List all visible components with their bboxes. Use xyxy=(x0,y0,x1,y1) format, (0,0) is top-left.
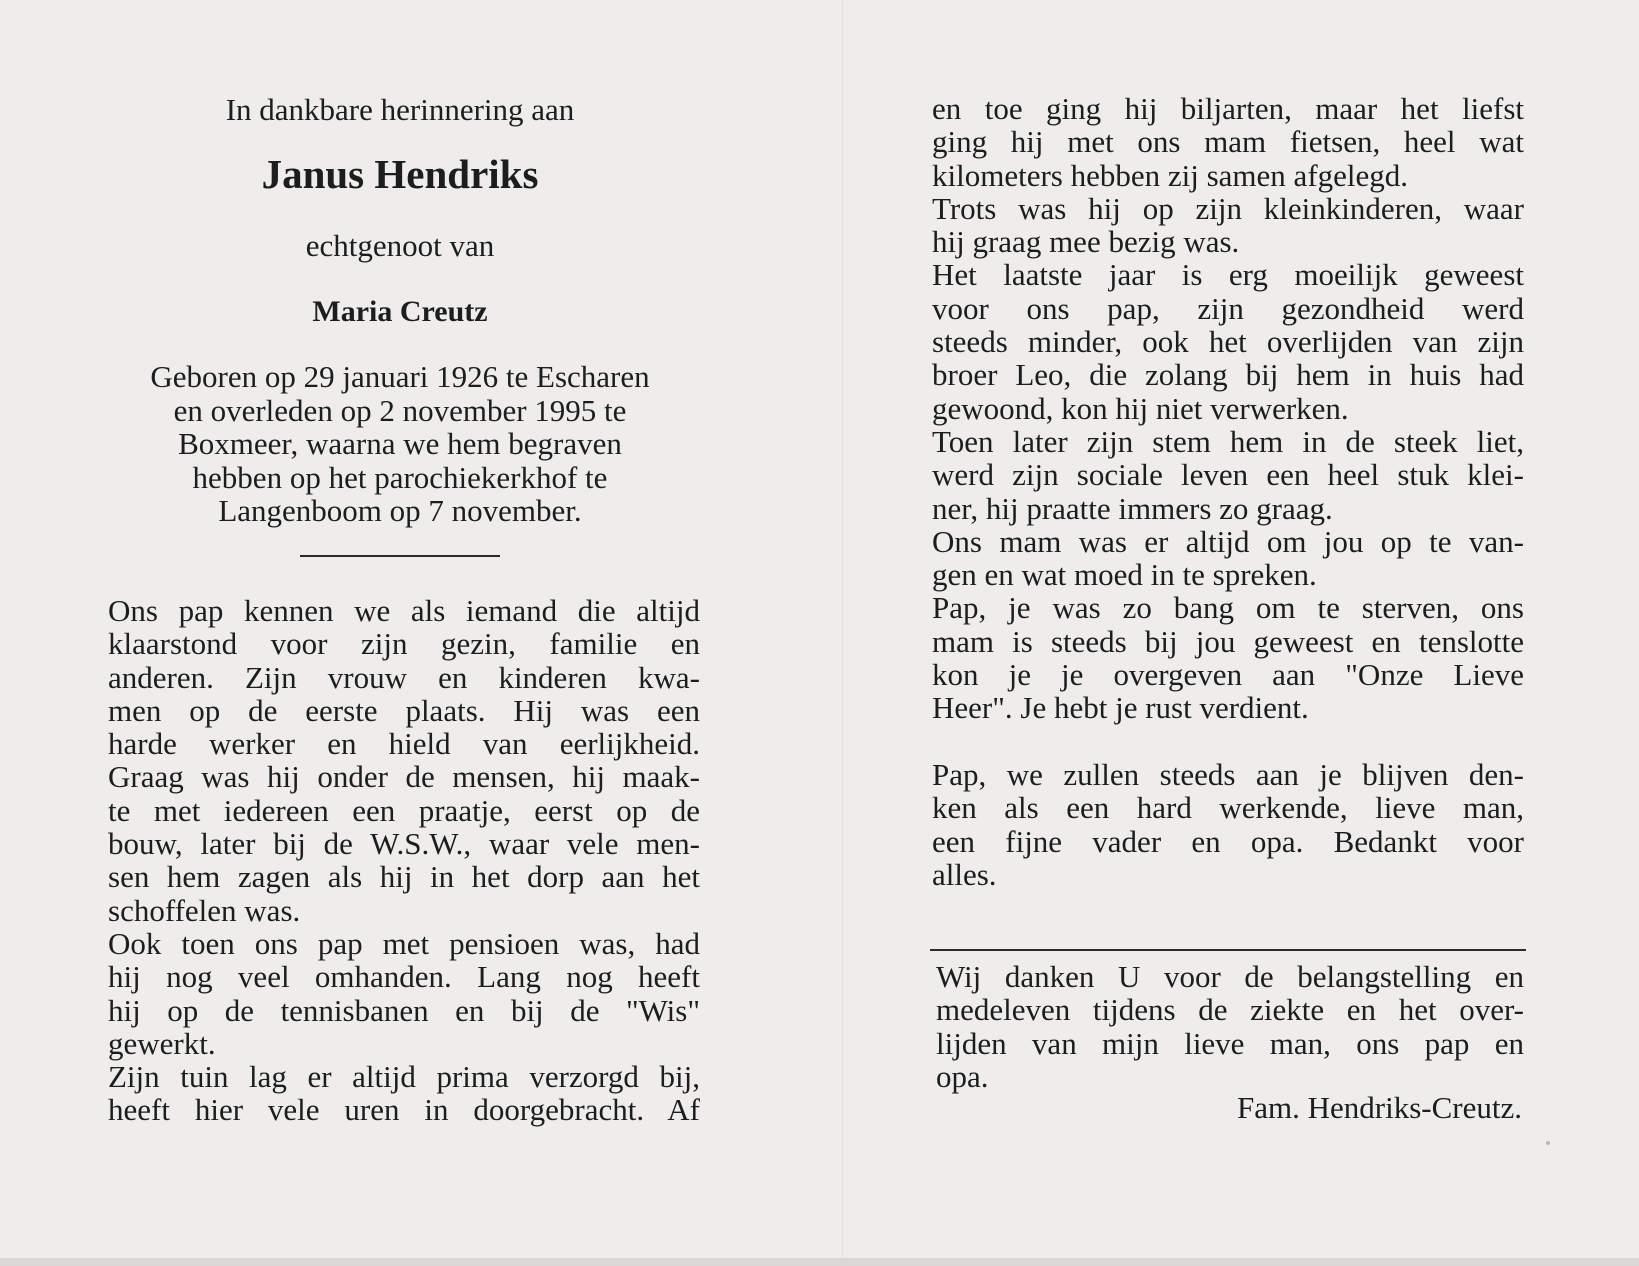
body-line: ken als een hard werkende, lieve man, xyxy=(932,790,1524,826)
body-line: hij op de tennisbanen en bij de "Wis" xyxy=(108,992,700,1028)
body-line: men op de eerste plaats. Hij was een xyxy=(108,692,700,728)
deceased-name: Janus Hendriks xyxy=(261,151,539,197)
body-line: harde werker en hield van eerlijkheid. xyxy=(108,726,700,762)
intro-text: In dankbare herinnering aan xyxy=(225,92,575,127)
body-line: hij graag mee bezig was. xyxy=(932,224,1240,260)
birth-line: hebben op het parochiekerkhof te xyxy=(192,459,608,495)
paragraph-gap xyxy=(932,725,1524,758)
birth-death-details xyxy=(100,360,700,528)
body-line: heeft hier vele uren in doorgebracht. Af xyxy=(108,1092,700,1128)
body-line: bouw, later bij de W.S.W., waar vele men- xyxy=(108,826,700,862)
card-bottom-edge xyxy=(0,1258,1639,1266)
body-line: Pap, je was zo bang om te sterven, ons xyxy=(932,590,1524,626)
body-line: Ons pap kennen we als iemand die altijd xyxy=(108,593,700,628)
body-line: een fijne vader en opa. Bedankt voor xyxy=(932,823,1524,859)
body-line: Toen later zijn stem hem in de steek liet, xyxy=(932,423,1524,459)
body-line: kon je je overgeven aan "Onze Lieve xyxy=(932,657,1524,693)
body-line: Zijn tuin lag er altijd prima verzorgd bij, xyxy=(108,1059,700,1095)
body-line: gewoond, kon hij niet verwerken. xyxy=(932,390,1349,426)
thanks-line: Wij danken U voor de belangstelling en xyxy=(936,959,1524,994)
thanks-line: opa. xyxy=(936,1058,989,1094)
body-line: gen en wat moed in te spreken. xyxy=(932,557,1317,593)
body-line: te met iedereen een praatje, eerst op de xyxy=(108,792,700,828)
thanks-line: medeleven tijdens de ziekte en het over- xyxy=(936,992,1524,1028)
body-line: klaarstond voor zijn gezin, familie en xyxy=(108,626,700,662)
body-line: ging hij met ons mam fietsen, heel wat xyxy=(932,124,1524,160)
left-body-text xyxy=(108,594,700,1127)
body-line: Trots was hij op zijn kleinkinderen, waar xyxy=(932,190,1524,226)
birth-line: Boxmeer, waarna we hem begraven xyxy=(178,426,622,461)
body-line: kilometers hebben zij samen afgelegd. xyxy=(932,157,1409,193)
section-divider xyxy=(300,555,500,557)
body-line: anderen. Zijn vrouw en kinderen kwa- xyxy=(108,659,700,695)
thanks-text xyxy=(936,960,1524,1093)
body-line: Pap, we zullen steeds aan je blijven den- xyxy=(932,756,1524,792)
body-line: hij nog veel omhanden. Lang nog heeft xyxy=(108,959,700,995)
body-line: schoffelen was. xyxy=(108,892,301,928)
family-signature: Fam. Hendriks-Creutz. xyxy=(1237,1090,1522,1125)
body-line: gewerkt. xyxy=(108,1025,216,1061)
birth-line: Geboren op 29 januari 1926 te Escharen xyxy=(150,359,650,394)
body-line: steeds minder, ook het overlijden van zijn xyxy=(932,324,1524,360)
right-body-text xyxy=(932,92,1524,891)
body-line: Ons mam was er altijd om jou op te van- xyxy=(932,523,1524,559)
body-line: en toe ging hij biljarten, maar het liefst xyxy=(932,91,1524,126)
body-line: broer Leo, die zolang bij hem in huis had xyxy=(932,357,1524,393)
card-fold xyxy=(842,0,844,1266)
body-line: Graag was hij onder de mensen, hij maak- xyxy=(108,759,700,795)
birth-line: en overleden op 2 november 1995 te xyxy=(173,392,627,428)
body-line: mam is steeds bij jou geweest en tenslotte xyxy=(932,623,1524,659)
body-line: alles. xyxy=(932,856,997,892)
birth-line: Langenboom op 7 november. xyxy=(218,493,582,528)
body-line: Heer". Je hebt je rust verdient. xyxy=(932,690,1309,726)
spouse-name: Maria Creutz xyxy=(312,295,488,328)
body-line: sen hem zagen als hij in het dorp aan het xyxy=(108,859,700,895)
body-line: ner, hij praatte immers zo graag. xyxy=(932,490,1333,526)
body-line: Ook toen ons pap met pensioen was, had xyxy=(108,925,700,961)
body-line: voor ons pap, zijn gezondheid werd xyxy=(932,290,1524,326)
body-line: werd zijn sociale leven een heel stuk klei- xyxy=(932,457,1524,493)
thanks-line: lijden van mijn lieve man, ons pap en xyxy=(936,1025,1524,1061)
paper-speck xyxy=(1546,1141,1550,1145)
thanks-divider xyxy=(930,949,1526,951)
body-line: Het laatste jaar is erg moeilijk geweest xyxy=(932,257,1524,293)
spouse-prefix: echtgenoot van xyxy=(305,228,495,263)
